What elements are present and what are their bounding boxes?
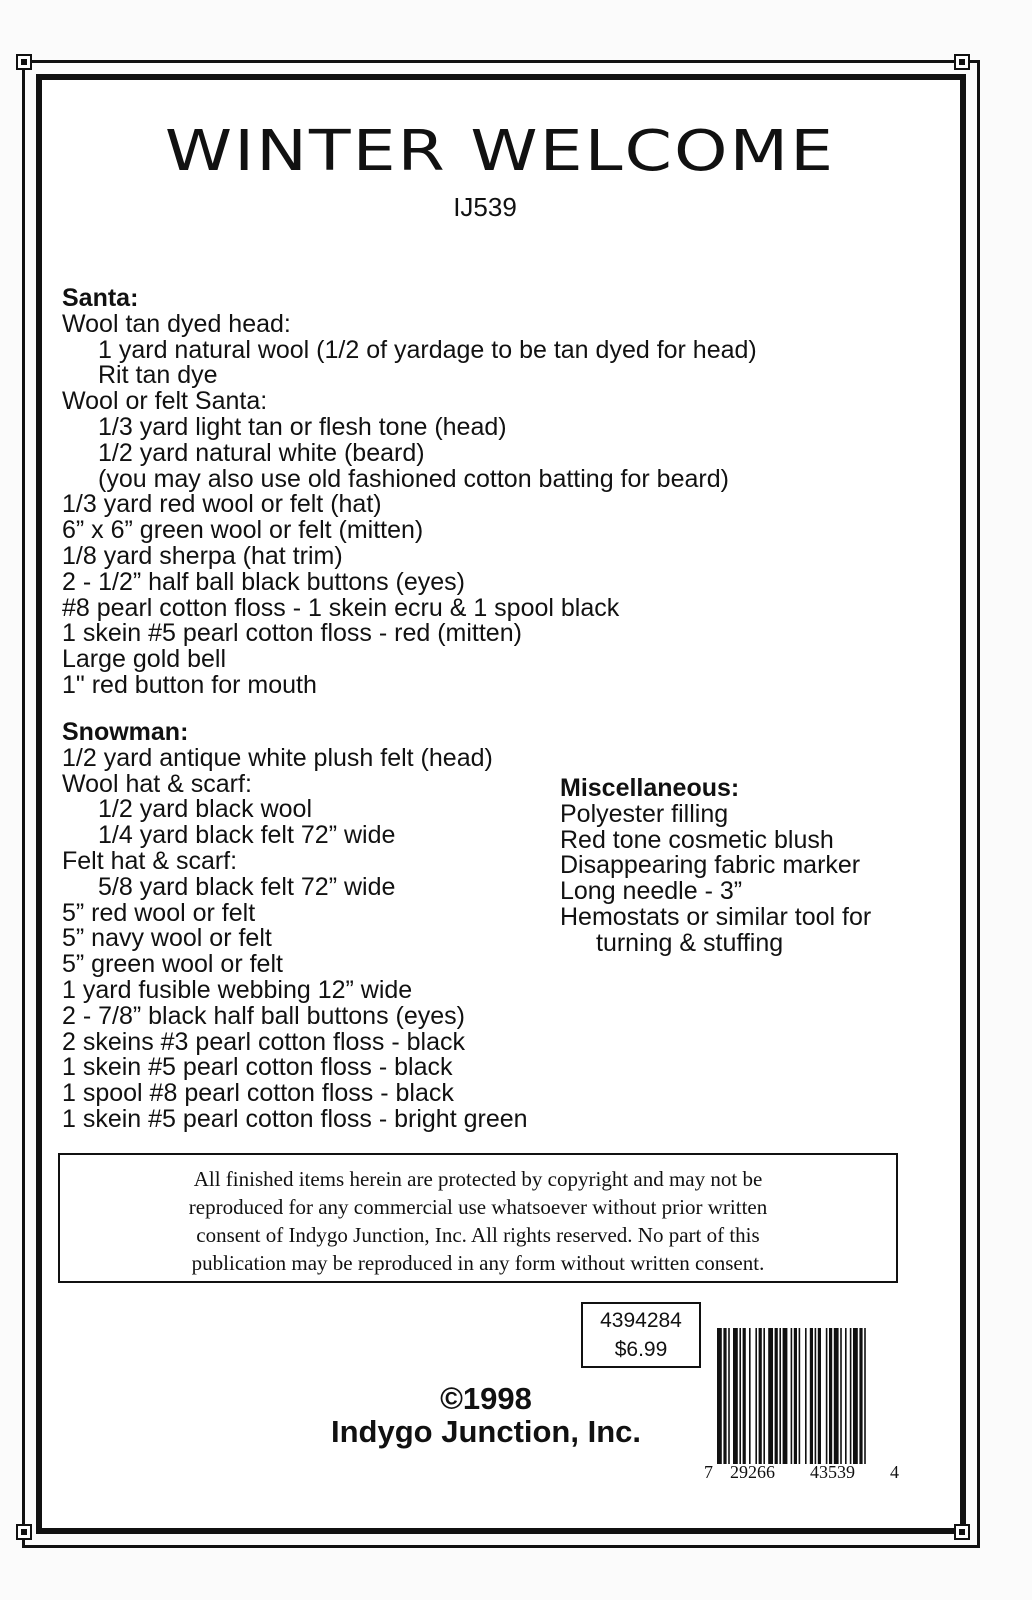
copyright-notice-line: publication may be reproduced in any form without written consent. bbox=[191, 1251, 765, 1275]
material-item: 1/3 yard red wool or felt (hat) bbox=[62, 490, 382, 519]
barcode-group-1: 29266 bbox=[730, 1462, 775, 1482]
sku-number: 4394284 bbox=[600, 1309, 682, 1332]
material-item: turning & stuffing bbox=[596, 928, 784, 957]
barcode-last-digit: 4 bbox=[890, 1462, 899, 1482]
material-item: 1/2 yard antique white plush felt (head) bbox=[62, 743, 493, 772]
material-item: Hemostats or similar tool for bbox=[560, 902, 872, 931]
material-item: Disappearing fabric marker bbox=[560, 851, 861, 880]
price-tag bbox=[581, 1302, 701, 1368]
company-name: Indygo Junction, Inc. bbox=[331, 1414, 641, 1449]
material-item: Wool hat & scarf: bbox=[62, 769, 252, 798]
corner-ornament-bottom-left bbox=[16, 1524, 32, 1540]
snowman-heading: Snowman: bbox=[62, 718, 189, 746]
copyright-notice-line: reproduced for any commercial use whatsoever without prior written bbox=[188, 1195, 768, 1219]
price: $6.99 bbox=[614, 1338, 668, 1361]
material-item: 5” navy wool or felt bbox=[62, 924, 272, 953]
barcode-first-digit: 7 bbox=[704, 1462, 713, 1482]
material-item: 5” green wool or felt bbox=[62, 950, 283, 979]
material-item: 1 spool #8 pearl cotton floss - black bbox=[62, 1079, 454, 1108]
material-item: Wool tan dyed head: bbox=[62, 309, 291, 338]
corner-ornament-bottom-right bbox=[954, 1524, 970, 1540]
material-item: 5” red wool or felt bbox=[62, 898, 256, 927]
material-item: 2 - 1/2” half ball black buttons (eyes) bbox=[62, 567, 465, 596]
pattern-code: IJ539 bbox=[453, 192, 517, 222]
material-item: Long needle - 3” bbox=[560, 877, 743, 906]
material-item: 1 skein #5 pearl cotton floss - bright green bbox=[62, 1104, 528, 1133]
material-item: 2 - 7/8” black half ball buttons (eyes) bbox=[62, 1001, 465, 1030]
material-item: Large gold bell bbox=[62, 645, 227, 674]
material-item: 1/8 yard sherpa (hat trim) bbox=[62, 541, 343, 570]
material-item: Felt hat & scarf: bbox=[62, 846, 238, 875]
material-item: 1/2 yard black wool bbox=[98, 795, 313, 824]
material-item: Wool or felt Santa: bbox=[62, 387, 268, 416]
material-item: Polyester filling bbox=[560, 799, 729, 828]
miscellaneous-materials-list bbox=[560, 776, 871, 957]
barcode-group-2: 43539 bbox=[810, 1462, 855, 1482]
material-item: 5/8 yard black felt 72” wide bbox=[98, 872, 396, 901]
copyright-year: ©1998 bbox=[440, 1381, 532, 1416]
copyright-notice-line: consent of Indygo Junction, Inc. All rights reserved. No part of this bbox=[196, 1223, 760, 1247]
material-item: 1/3 yard light tan or flesh tone (head) bbox=[98, 412, 507, 441]
material-item: 1" red button for mouth bbox=[62, 670, 317, 699]
material-item: 1 yard fusible webbing 12” wide bbox=[62, 975, 413, 1004]
snowman-materials-list bbox=[62, 720, 528, 1133]
barcode-icon bbox=[715, 1328, 899, 1464]
material-item: 1/2 yard natural white (beard) bbox=[98, 438, 425, 467]
santa-materials-list bbox=[62, 286, 757, 699]
copyright-notice-box bbox=[58, 1153, 898, 1283]
material-item: Rit tan dye bbox=[98, 361, 218, 390]
page-title: WINTER WELCOME bbox=[164, 119, 836, 184]
corner-ornament-top-left bbox=[16, 54, 32, 70]
material-item: 1 skein #5 pearl cotton floss - black bbox=[62, 1053, 453, 1082]
material-item: (you may also use old fashioned cotton batting for beard) bbox=[98, 464, 729, 493]
copyright-notice-line: All finished items herein are protected by copyright and may not be bbox=[193, 1167, 763, 1191]
material-item: 1/4 yard black felt 72” wide bbox=[98, 821, 396, 850]
material-item: 1 yard natural wool (1/2 of yardage to be tan dyed for head) bbox=[98, 335, 757, 364]
material-item: Red tone cosmetic blush bbox=[560, 825, 834, 854]
miscellaneous-heading: Miscellaneous: bbox=[560, 774, 740, 802]
material-item: #8 pearl cotton floss - 1 skein ecru & 1 spool black bbox=[62, 593, 620, 622]
material-item: 2 skeins #3 pearl cotton floss - black bbox=[62, 1027, 465, 1056]
material-item: 1 skein #5 pearl cotton floss - red (mitten) bbox=[62, 619, 522, 648]
material-item: 6” x 6” green wool or felt (mitten) bbox=[62, 516, 424, 545]
santa-heading: Santa: bbox=[62, 284, 139, 312]
corner-ornament-top-right bbox=[954, 54, 970, 70]
barcode-digits bbox=[704, 1462, 914, 1483]
